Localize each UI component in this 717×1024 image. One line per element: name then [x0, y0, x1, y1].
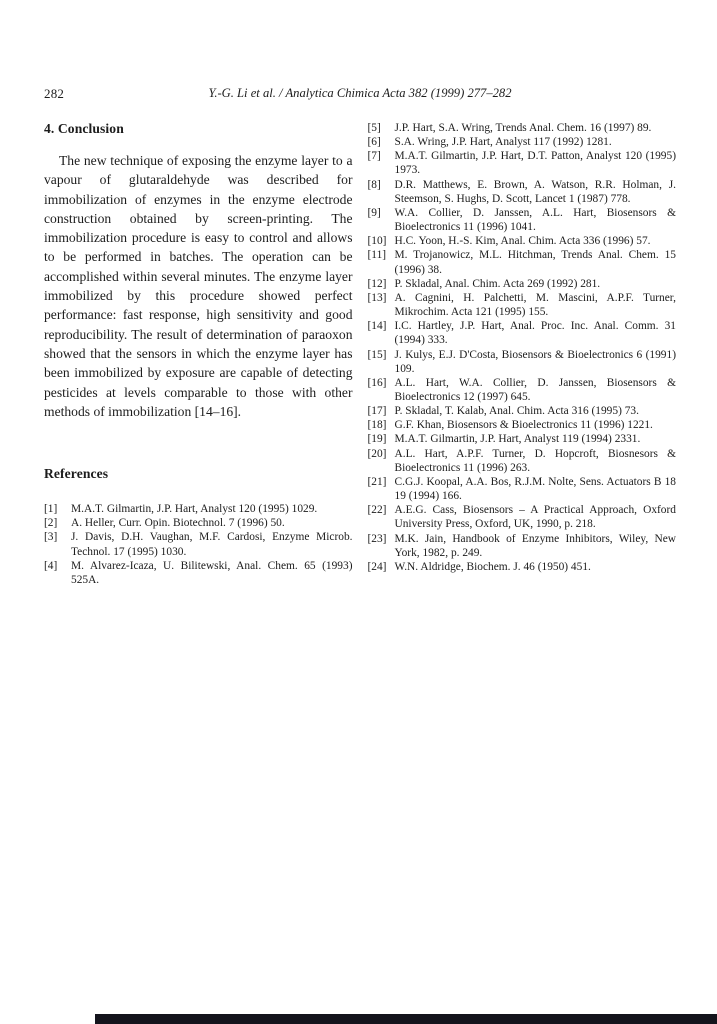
right-column — [368, 118, 677, 587]
reference-text: P. Skladal, Anal. Chim. Acta 269 (1992) 281. — [394, 277, 601, 290]
conclusion-paragraph: The new technique of exposing the enzyme layer to a vapour of glutaraldehyde was described for immobilization of enzymes in the enzyme electrode construction obtained by screen-printing. The immobilization procedure is easy to control and allows to be performed in batches. The operation can be accomplished within several minutes. The enzyme layer immobilized by this procedure showed perfect performance: fast response, high sensitivity and good reproducibility. The result of determination of paraoxon showed that the sensors in which the enzyme layer has been immobilized by exposure are capable of detecting pesticides at levels comparable to those with other methods of immobilization [14–16]. — [44, 153, 353, 419]
reference-text: H.C. Yoon, H.-S. Kim, Anal. Chim. Acta 336 (1996) 57. — [394, 235, 651, 248]
reference-number: [24] — [367, 560, 387, 573]
reference-number: [12] — [367, 277, 387, 290]
reference-item — [368, 418, 677, 432]
reference-item — [368, 149, 677, 177]
reference-text: S.A. Wring, J.P. Hart, Analyst 117 (1992) 1281. — [394, 136, 612, 149]
reference-text: M.A.T. Gilmartin, J.P. Hart, Analyst 120 (1995) 1029. — [71, 503, 318, 516]
reference-item — [44, 516, 353, 530]
reference-number: [18] — [367, 419, 387, 432]
reference-item — [368, 277, 677, 291]
reference-item — [368, 432, 677, 446]
reference-number: [10] — [367, 235, 387, 248]
reference-text: A. Cagnini, H. Palchetti, M. Mascini, A.P.F. Turner, Mikrochim. Acta 121 (1995) 155. — [394, 291, 676, 319]
reference-item — [368, 447, 677, 475]
reference-number: [1] — [44, 503, 58, 516]
reference-number: [2] — [44, 517, 58, 530]
reference-number: [9] — [367, 206, 381, 219]
reference-number: [13] — [367, 291, 387, 304]
conclusion-heading: 4. Conclusion — [44, 121, 124, 136]
reference-number: [15] — [367, 348, 387, 361]
reference-item — [368, 503, 677, 531]
left-column — [44, 118, 353, 587]
reference-item — [368, 178, 677, 206]
reference-text: D.R. Matthews, E. Brown, A. Watson, R.R. Holman, J. Steemson, S. Hughs, D. Scott, Lancet 1 (1987) 778. — [394, 178, 676, 205]
reference-number: [7] — [367, 150, 381, 163]
reference-number: [3] — [44, 531, 58, 544]
reference-item — [368, 121, 677, 135]
reference-item — [368, 248, 677, 276]
reference-item — [368, 348, 677, 376]
reference-text: A.L. Hart, W.A. Collier, D. Janssen, Biosensors & Bioelectronics 12 (1997) 645. — [394, 376, 676, 403]
reference-item — [368, 376, 677, 404]
references-heading: References — [44, 466, 109, 482]
reference-list-right — [368, 121, 677, 574]
reference-number: [19] — [367, 433, 387, 446]
reference-item — [368, 532, 677, 560]
reference-text: A.L. Hart, A.P.F. Turner, D. Hopcroft, Biosnesors & Bioelectronics 11 (1996) 263. — [394, 447, 676, 474]
reference-item — [368, 475, 677, 503]
reference-list-left — [44, 502, 353, 587]
reference-number: [20] — [367, 447, 387, 460]
reference-number: [17] — [367, 405, 387, 418]
reference-item — [44, 559, 353, 587]
reference-number: [16] — [367, 376, 387, 389]
reference-text: M. Trojanowicz, M.L. Hitchman, Trends Anal. Chem. 15 (1996) 38. — [394, 249, 676, 276]
reference-number: [23] — [367, 532, 387, 545]
reference-item — [368, 319, 677, 347]
reference-text: A. Heller, Curr. Opin. Biotechnol. 7 (1996) 50. — [71, 517, 285, 530]
two-column-body — [44, 118, 676, 587]
reference-text: C.G.J. Koopal, A.A. Bos, R.J.M. Nolte, Sens. Actuators B 18 19 (1994) 166. — [394, 475, 676, 503]
reference-text: J.P. Hart, S.A. Wring, Trends Anal. Chem. 16 (1997) 89. — [394, 122, 652, 134]
reference-item — [368, 560, 677, 574]
reference-item — [44, 502, 353, 516]
reference-text: P. Skladal, T. Kalab, Anal. Chim. Acta 316 (1995) 73. — [394, 405, 639, 418]
scan-edge-artifact — [95, 1014, 717, 1024]
reference-text: G.F. Khan, Biosensors & Bioelectronics 11 (1996) 1221. — [394, 419, 653, 432]
running-header — [44, 86, 676, 104]
reference-number: [5] — [367, 122, 381, 134]
reference-item — [368, 291, 677, 319]
reference-text: J. Kulys, E.J. D'Costa, Biosensors & Bioelectronics 6 (1991) 109. — [394, 348, 676, 375]
reference-number: [8] — [367, 178, 381, 191]
reference-number: [22] — [367, 504, 387, 517]
reference-number: [6] — [367, 136, 381, 149]
reference-text: I.C. Hartley, J.P. Hart, Anal. Proc. Inc. Anal. Comm. 31 (1994) 333. — [394, 320, 676, 347]
reference-number: [14] — [367, 320, 387, 333]
reference-number: [21] — [367, 475, 387, 488]
reference-text: J. Davis, D.H. Vaughan, M.F. Cardosi, Enzyme Microb. Technol. 17 (1995) 1030. — [71, 531, 353, 558]
page-number: 282 — [44, 86, 65, 101]
reference-text: W.N. Aldridge, Biochem. J. 46 (1950) 451. — [394, 560, 591, 573]
running-head: Y.-G. Li et al. / Analytica Chimica Acta 382 (1999) 277–282 — [208, 86, 512, 100]
reference-item — [368, 404, 677, 418]
reference-item — [368, 135, 677, 149]
reference-item — [368, 234, 677, 248]
reference-text: M.K. Jain, Handbook of Enzyme Inhibitors, Wiley, New York, 1982, p. 249. — [394, 532, 676, 559]
reference-text: M.A.T. Gilmartin, J.P. Hart, D.T. Patton, Analyst 120 (1995) 1973. — [394, 150, 676, 177]
reference-text: W.A. Collier, D. Janssen, A.L. Hart, Biosensors & Bioelectronics 11 (1996) 1041. — [394, 206, 676, 234]
reference-item — [368, 206, 677, 234]
reference-number: [4] — [44, 559, 58, 572]
reference-item — [44, 530, 353, 558]
reference-text: A.E.G. Cass, Biosensors – A Practical Approach, Oxford University Press, Oxford, UK, 1990, p. 218. — [394, 504, 676, 531]
reference-text: M. Alvarez-Icaza, U. Bilitewski, Anal. Chem. 65 (1993) 525A. — [71, 559, 353, 586]
reference-text: M.A.T. Gilmartin, J.P. Hart, Analyst 119 (1994) 2331. — [394, 433, 641, 446]
reference-number: [11] — [367, 249, 387, 262]
